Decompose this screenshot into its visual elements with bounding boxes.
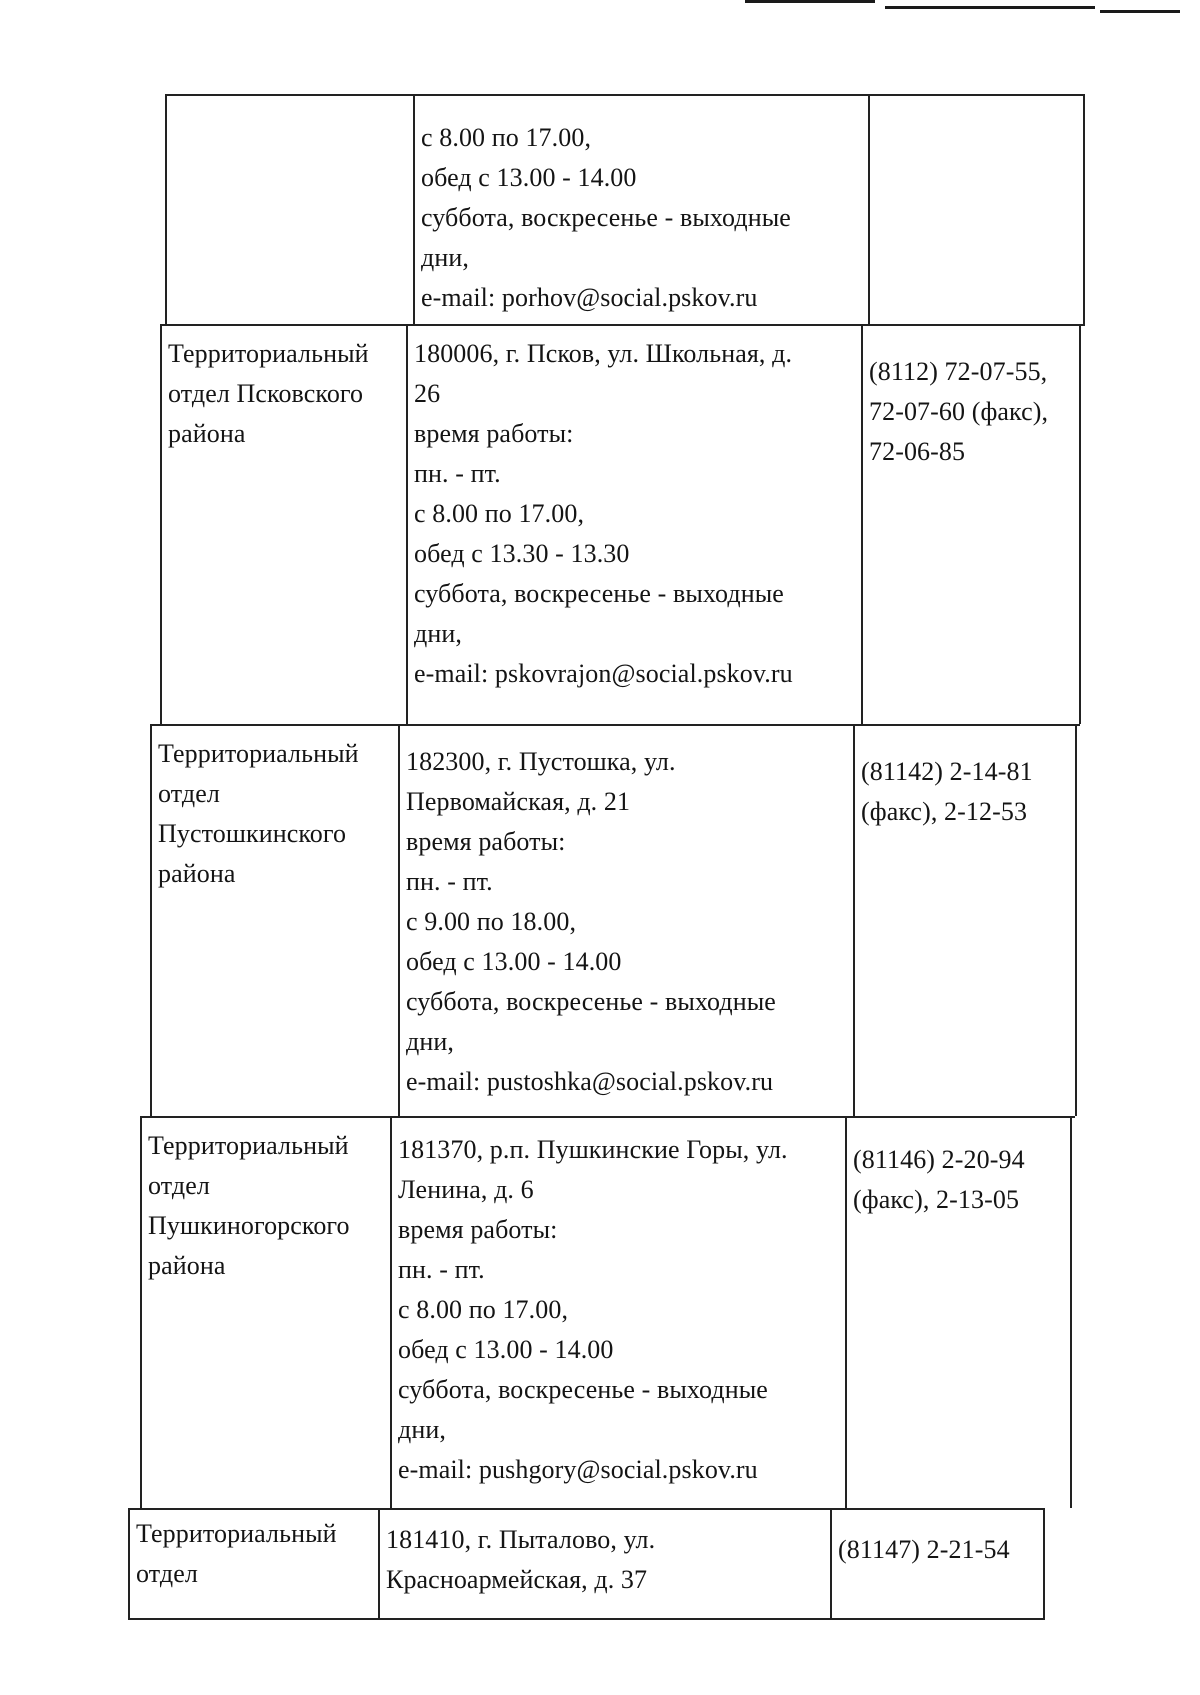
office-address: 181370, р.п. Пушкинские Горы, ул. Ленина, д. 6 время работы: пн. - пт. с 8.00 по 17.00, обед с 13.00 - 14.00 суббота, воскресенье - выходные дни, e-mail: pushgory@social.pskov.ru: [398, 1135, 788, 1484]
cell-address: [415, 94, 870, 324]
cell-phone: [870, 94, 1085, 324]
scan-artifact: [885, 6, 1095, 9]
scan-artifact: [745, 0, 875, 3]
table-row: [0, 1116, 1200, 1508]
cell-address: [380, 1508, 832, 1620]
office-address: 181410, г. Пыталово, ул. Красноармейская, д. 37: [386, 1525, 656, 1594]
office-phone: (8112) 72-07-55, 72-07-60 (факс), 72-06-85: [869, 357, 1049, 466]
cell-name: [140, 1116, 392, 1508]
office-phone: (81146) 2-20-94 (факс), 2-13-05: [853, 1145, 1025, 1214]
cell-name: [128, 1508, 380, 1620]
cell-name: [165, 94, 415, 324]
cell-phone: [832, 1508, 1045, 1620]
office-address: с 8.00 по 17.00, обед с 13.00 - 14.00 суббота, воскресенье - выходные дни, e-mail: porhov@social.pskov.ru: [421, 123, 791, 312]
table-row: [0, 1508, 1200, 1620]
table-row: [0, 94, 1200, 324]
scan-artifact: [1100, 10, 1180, 13]
cell-phone: [855, 724, 1077, 1116]
cell-name: [160, 324, 408, 724]
office-address: 180006, г. Псков, ул. Школьная, д. 26 время работы: пн. - пт. с 8.00 по 17.00, обед с 13.30 - 13.30 суббота, воскресенье - выходные дни, e-mail: pskovrajon@social.pskov.ru: [414, 339, 793, 688]
office-name: Территориальный отдел Псковского района: [168, 339, 369, 448]
cell-name: [150, 724, 400, 1116]
cell-address: [408, 324, 863, 724]
office-phone: (81147) 2-21-54: [838, 1535, 1010, 1564]
cell-address: [400, 724, 855, 1116]
cell-phone: [847, 1116, 1072, 1508]
office-address: 182300, г. Пустошка, ул. Первомайская, д. 21 время работы: пн. - пт. с 9.00 по 18.00, обед с 13.00 - 14.00 суббота, воскресенье - выходные дни, e-mail: pustoshka@social.pskov.ru: [406, 747, 776, 1096]
office-phone: (81142) 2-14-81 (факс), 2-12-53: [861, 757, 1033, 826]
cell-phone: [863, 324, 1081, 724]
table-row: [0, 324, 1200, 724]
office-name: Территориальный отдел Пушкиногорского района: [148, 1131, 350, 1280]
table-row: [0, 724, 1200, 1116]
office-name: Территориальный отдел: [136, 1519, 337, 1588]
office-name: Территориальный отдел Пустошкинского района: [158, 739, 359, 888]
cell-address: [392, 1116, 847, 1508]
